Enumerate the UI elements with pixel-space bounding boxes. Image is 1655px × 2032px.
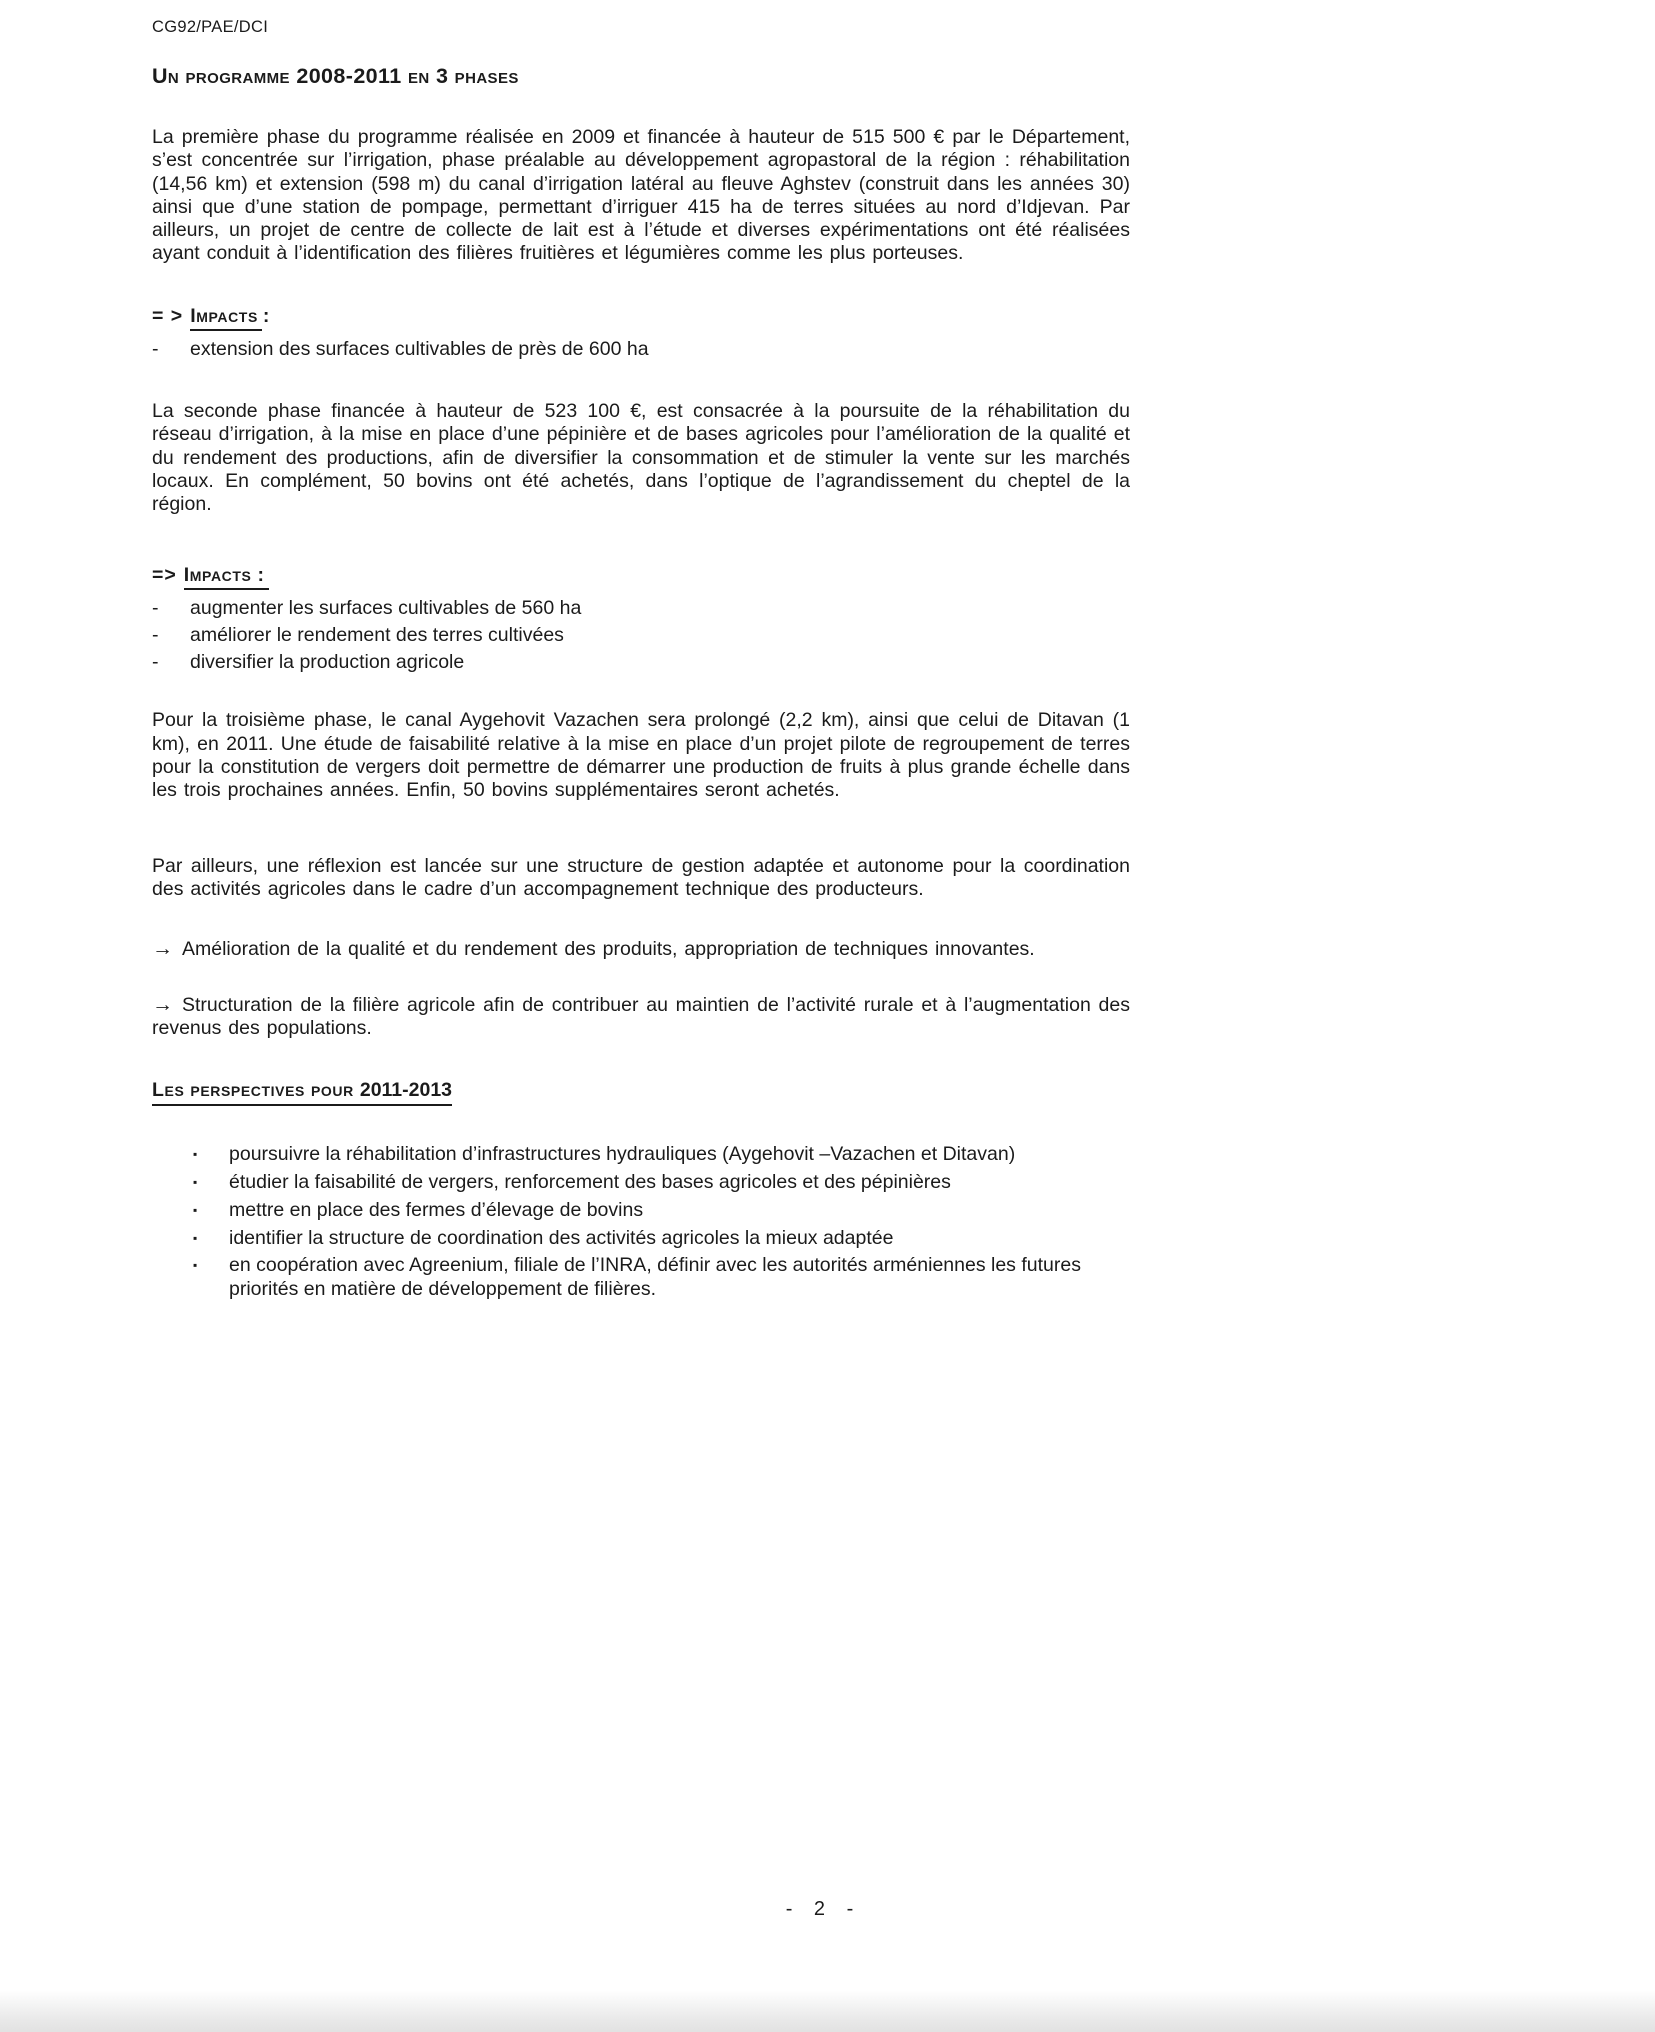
list-item — [193, 1171, 1130, 1194]
arrow-prefix-icon: => — [152, 563, 177, 586]
list-item-text: en coopération avec Agreenium, filiale de l’INRA, définir avec les autorités arméniennes les futures priorités en matière de développement de filières. — [229, 1254, 1081, 1300]
right-arrow-icon: → — [152, 992, 173, 1016]
impacts-list-1 — [152, 336, 1130, 363]
list-item — [152, 336, 1130, 363]
list-item-text: étudier la faisabilité de vergers, renforcement des bases agricoles et des pépinières — [229, 1170, 951, 1193]
list-item — [193, 1199, 1130, 1222]
arrow-statement-text: Amélioration de la qualité et du rendement des produits, appropriation de techniques innovantes. — [182, 938, 1035, 961]
arrow-statement-text: Structuration de la filière agricole afin de contribuer au maintien de l’activité rurale et à l’augmentation des revenus des populations. — [152, 993, 1130, 1039]
arrow-statement-1 — [152, 937, 1130, 961]
arrow-statement-2 — [152, 993, 1130, 1041]
document-reference: CG92/PAE/DCI — [152, 18, 269, 36]
dash-bullet-icon: - — [152, 596, 159, 619]
paragraph-phase-1: La première phase du programme réalisée en 2009 et financée à hauteur de 515 500 € par le Département, s’est concentrée sur l’irrigation, phase préalable au développement agropastoral de la région : réhabilitation (14,56 km) et extension (598 m) du canal d’irrigation latéral au fleuve Aghstev (construit dans les années 30) ainsi que d’une station de pompage, permettant d’irriguer 415 ha de terres situées au nord d’Idjevan. Par ailleurs, un projet de centre de collecte de lait est à l’étude et diverses expérimentations ont été réalisées ayant conduit à l’identification des filières fruitières et légumières comme les plus porteuses. — [152, 126, 1130, 265]
list-item-text: poursuivre la réhabilitation d’infrastructures hydrauliques (Aygehovit –Vazachen et Ditavan) — [229, 1143, 1016, 1166]
square-bullet-icon: ▪ — [193, 1258, 198, 1273]
list-item — [152, 595, 1130, 622]
document-content — [152, 18, 1130, 1305]
list-item-text: mettre en place des fermes d’élevage de bovins — [229, 1198, 644, 1221]
dash-bullet-icon: - — [152, 651, 159, 674]
list-item-text: augmenter les surfaces cultivables de 560 ha — [190, 596, 582, 619]
impacts-heading-1 — [152, 305, 1130, 331]
perspectives-heading-wrap — [152, 1079, 1130, 1106]
list-item-text: diversifier la production agricole — [190, 651, 465, 674]
paragraph-reflexion: Par ailleurs, une réflexion est lancée sur une structure de gestion adaptée et autonome pour la coordination des activités agricoles dans le cadre d’un accompagnement technique des producteurs. — [152, 854, 1130, 900]
impacts-heading-2 — [152, 564, 1130, 590]
perspectives-heading-years: 2011-2013 — [359, 1079, 453, 1102]
perspectives-heading — [152, 1079, 452, 1106]
list-item — [193, 1254, 1130, 1301]
perspectives-heading-text: Les perspectives pour — [152, 1079, 354, 1102]
list-item — [152, 622, 1130, 649]
square-bullet-icon: ▪ — [193, 1230, 198, 1245]
list-item-text: améliorer le rendement des terres cultivées — [190, 623, 564, 646]
square-bullet-icon: ▪ — [193, 1147, 198, 1162]
dash-bullet-icon: - — [152, 337, 159, 360]
impacts-label: Impacts : — [184, 564, 269, 590]
square-bullet-icon: ▪ — [193, 1174, 198, 1189]
scan-shadow — [0, 1990, 1655, 2032]
list-item-text: extension des surfaces cultivables de près de 600 ha — [190, 337, 649, 360]
dash-bullet-icon: - — [152, 623, 159, 646]
perspectives-list — [152, 1143, 1130, 1301]
page-number: - 2 - — [785, 1898, 855, 1920]
impacts-list-2 — [152, 595, 1130, 677]
paragraph-phase-2: La seconde phase financée à hauteur de 523 100 €, est consacrée à la poursuite de la réhabilitation du réseau d’irrigation, à la mise en place d’une pépinière et de bases agricoles pour l’amélioration de la qualité et du rendement des productions, afin de diversifier la consommation et de stimuler la vente sur les marchés locaux. En complément, 50 bovins ont été achetés, dans l’optique de l’agrandissement du cheptel de la région. — [152, 400, 1130, 516]
impacts-colon: : — [262, 304, 270, 327]
arrow-prefix-icon: = > — [152, 304, 184, 327]
right-arrow-icon: → — [152, 937, 173, 961]
square-bullet-icon: ▪ — [193, 1202, 198, 1217]
paragraph-phase-3: Pour la troisième phase, le canal Aygehovit Vazachen sera prolongé (2,2 km), ainsi que celui de Ditavan (1 km), en 2011. Une étude de faisabilité relative à la mise en place d’un projet pilote de regroupement de terres pour la constitution de vergers doit permettre de démarrer une production de fruits à plus grande échelle dans les trois prochaines années. Enfin, 50 bovins supplémentaires seront achetés. — [152, 709, 1130, 802]
list-item-text: identifier la structure de coordination des activités agricoles la mieux adaptée — [229, 1226, 894, 1249]
impacts-label: Impacts — [190, 305, 262, 331]
list-item — [193, 1227, 1130, 1250]
page-title: Un programme 2008-2011 en 3 phases — [152, 64, 519, 88]
list-item — [193, 1143, 1130, 1166]
list-item — [152, 649, 1130, 676]
